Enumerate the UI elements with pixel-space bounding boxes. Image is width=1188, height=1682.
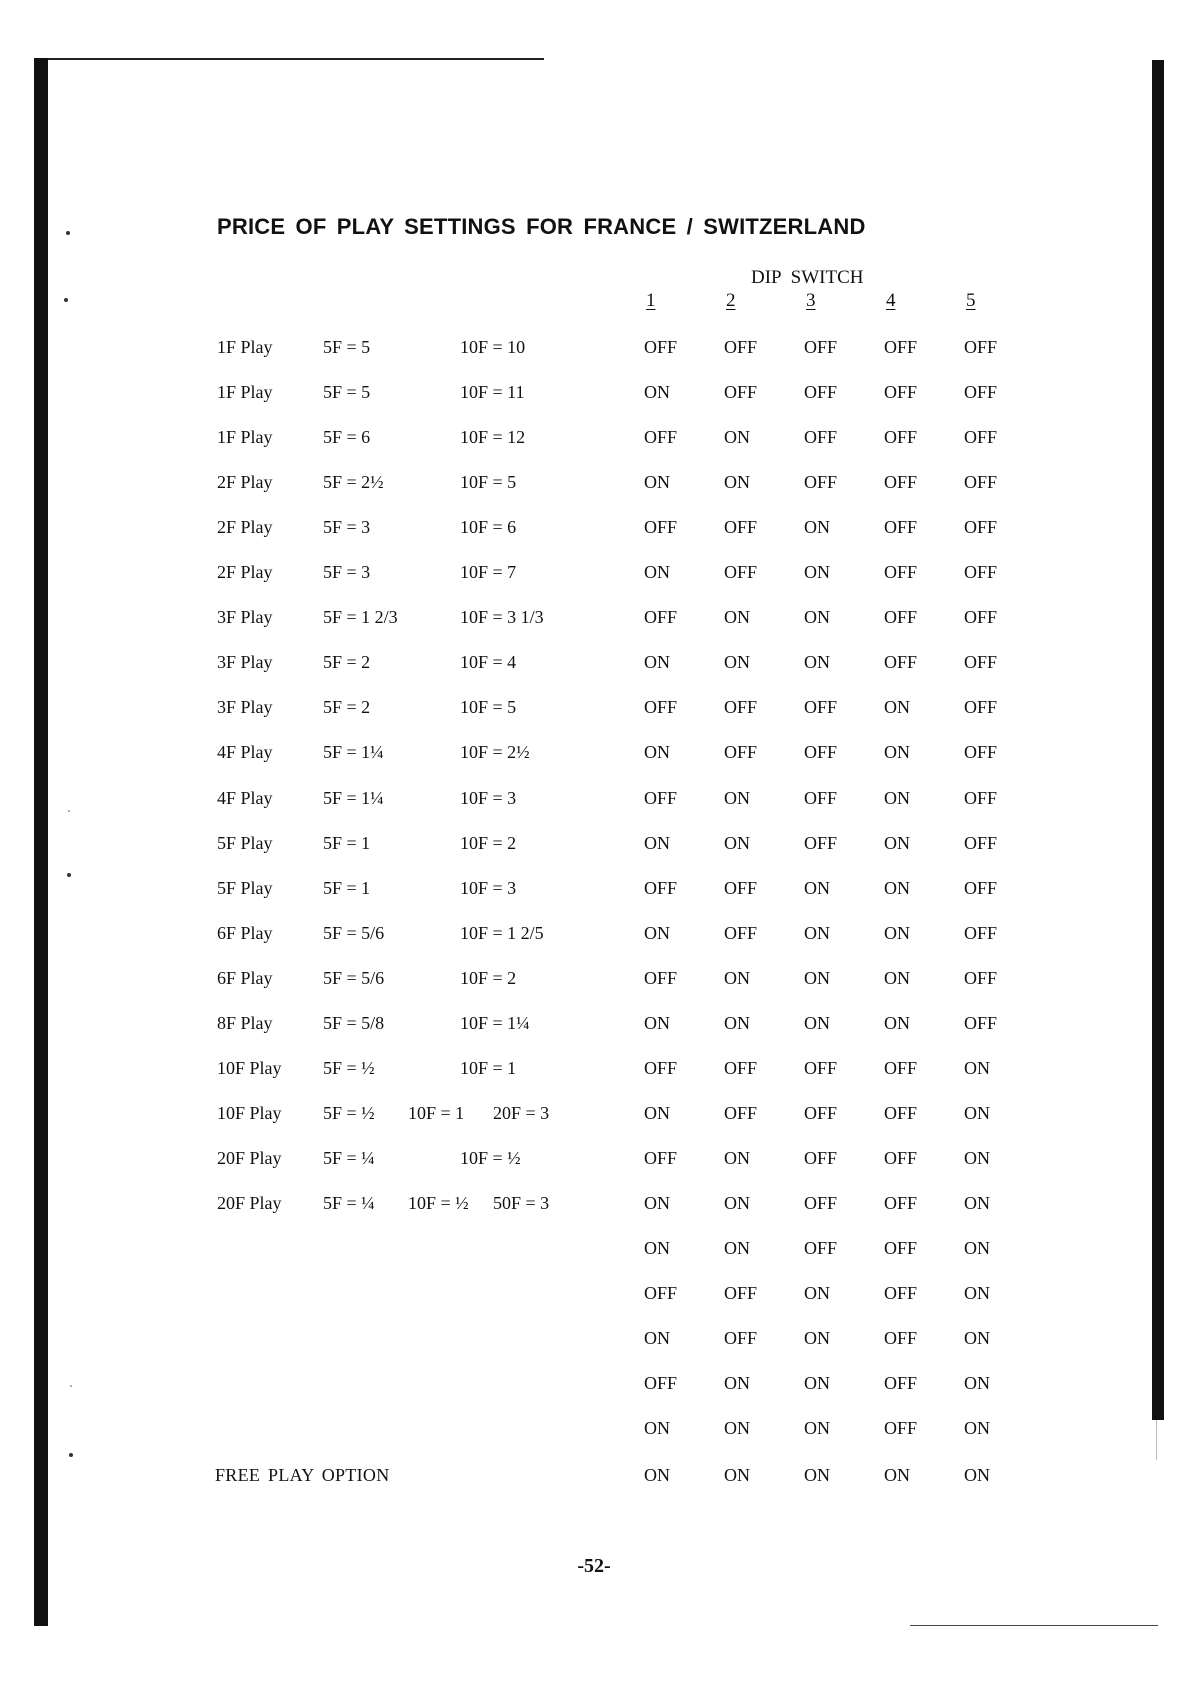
dip-switch-3-cell: OFF [804,1058,838,1078]
dip-switch-1-cell: ON [644,652,670,672]
free-play-dip-1-cell: ON [644,1465,670,1485]
table-row [0,1013,1188,1043]
coin-10f-cell: 10F = 2½ [460,742,530,762]
coin-10f-cell: 10F = 1 [460,1058,517,1078]
dip-switch-5-cell: ON [964,1193,990,1213]
dip-switch-2-cell: ON [724,427,750,447]
dip-switch-5-cell: OFF [964,652,998,672]
switch-number-3: 3 [806,290,816,311]
dip-switch-1-cell: ON [644,833,670,853]
dip-switch-5-cell: OFF [964,923,998,943]
dip-switch-4-cell: OFF [884,382,918,402]
coin-5f-cell: 5F = 5 [323,337,371,357]
coin-5f-cell: 5F = 5/6 [323,923,385,943]
table-row [0,697,1188,727]
dip-switch-1-cell: ON [644,1328,670,1348]
dip-switch-2-cell: ON [724,472,750,492]
free-play-dip-3-cell: ON [804,1465,830,1485]
coin-5f-cell: 5F = 1 [323,833,371,853]
table-row [0,607,1188,637]
play-price-cell: 6F Play [217,923,273,943]
dip-switch-5-cell: OFF [964,788,998,808]
dip-switch-1-cell: OFF [644,878,678,898]
dip-switch-1-cell: OFF [644,607,678,627]
dip-switch-2-cell: ON [724,1148,750,1168]
dip-switch-3-cell: ON [804,562,830,582]
binding-hole [67,873,71,877]
table-row [0,923,1188,953]
table-row [0,1373,1188,1403]
table-row [0,1193,1188,1223]
play-price-cell: 3F Play [217,697,273,717]
top-rule [36,58,544,60]
play-price-cell: 8F Play [217,1013,273,1033]
coin-10f-cell: 10F = 2 [460,833,517,853]
dip-switch-4-cell: OFF [884,562,918,582]
dip-switch-4-cell: OFF [884,1283,918,1303]
coin-10f-cell: 10F = 6 [460,517,517,537]
coin-5f-cell: 5F = 5/8 [323,1013,385,1033]
table-row [0,652,1188,682]
dip-switch-2-cell: ON [724,1238,750,1258]
dip-switch-5-cell: ON [964,1103,990,1123]
dip-switch-3-cell: OFF [804,833,838,853]
coin-10f-cell: 10F = 5 [460,697,517,717]
play-price-cell: 2F Play [217,562,273,582]
dip-switch-2-cell: OFF [724,878,758,898]
dip-switch-3-cell: ON [804,878,830,898]
dip-switch-4-cell: OFF [884,1103,918,1123]
dip-switch-1-cell: OFF [644,1148,678,1168]
dip-switch-5-cell: OFF [964,562,998,582]
play-price-cell: 10F Play [217,1058,282,1078]
dip-switch-1-cell: ON [644,1418,670,1438]
free-play-row [0,1465,1188,1495]
coin-10f-cell: 10F = 1 2/5 [460,923,544,943]
coin-5f-cell: 5F = ½ [323,1058,375,1078]
dip-switch-3-cell: OFF [804,427,838,447]
coin-10f-cell: 10F = 3 1/3 [460,607,544,627]
dip-switch-3-cell: ON [804,652,830,672]
dip-switch-3-cell: OFF [804,1103,838,1123]
dip-switch-3-cell: OFF [804,1193,838,1213]
table-row [0,788,1188,818]
dip-switch-4-cell: OFF [884,1373,918,1393]
coin-10f-cell: 10F = 12 [460,427,526,447]
switch-number-1: 1 [646,290,656,311]
dip-switch-5-cell: ON [964,1328,990,1348]
dip-switch-5-cell: OFF [964,607,998,627]
play-price-cell: 6F Play [217,968,273,988]
table-row [0,1418,1188,1448]
dip-switch-2-cell: OFF [724,1328,758,1348]
coin-5f-cell: 5F = 6 [323,427,371,447]
play-price-cell: 2F Play [217,517,273,537]
binding-hole [64,298,68,302]
coin-10f-cell: 10F = 1¼ [460,1013,530,1033]
dip-switch-2-cell: ON [724,607,750,627]
dip-switch-3-cell: OFF [804,382,838,402]
play-price-cell: 4F Play [217,788,273,808]
table-row [0,878,1188,908]
dip-switch-1-cell: ON [644,1103,670,1123]
table-row [0,742,1188,772]
dip-switch-2-cell: OFF [724,1058,758,1078]
dip-switch-5-cell: OFF [964,427,998,447]
free-play-dip-4-cell: ON [884,1465,910,1485]
dip-switch-5-cell: ON [964,1373,990,1393]
dip-switch-3-cell: ON [804,968,830,988]
dip-switch-2-cell: ON [724,1373,750,1393]
play-price-cell: 3F Play [217,607,273,627]
dip-switch-2-cell: OFF [724,923,758,943]
dip-switch-2-cell: OFF [724,1103,758,1123]
dip-switch-5-cell: ON [964,1238,990,1258]
page-title: PRICE OF PLAY SETTINGS FOR FRANCE / SWITZERLAND [217,214,866,239]
dip-switch-2-cell: ON [724,1013,750,1033]
table-row [0,472,1188,502]
table-row [0,337,1188,367]
coin-5f-cell: 5F = 3 [323,562,371,582]
dip-switch-3-cell: ON [804,1013,830,1033]
coin-5f-cell: 5F = ¼ [323,1148,375,1168]
table-row [0,517,1188,547]
table-row [0,968,1188,998]
dip-switch-5-cell: OFF [964,1013,998,1033]
dip-switch-1-cell: ON [644,742,670,762]
dip-switch-2-cell: ON [724,652,750,672]
free-play-dip-5-cell: ON [964,1465,990,1485]
table-row [0,1103,1188,1133]
dip-switch-3-cell: ON [804,1373,830,1393]
dip-switch-5-cell: OFF [964,968,998,988]
coin-5f-cell: 5F = 1 2/3 [323,607,398,627]
dip-switch-4-cell: OFF [884,472,918,492]
table-row [0,427,1188,457]
dip-switch-5-cell: OFF [964,517,998,537]
dip-switch-5-cell: OFF [964,697,998,717]
dip-switch-1-cell: OFF [644,337,678,357]
dip-switch-4-cell: OFF [884,1193,918,1213]
dip-switch-1-cell: OFF [644,1373,678,1393]
play-price-cell: 20F Play [217,1148,282,1168]
dip-switch-1-cell: ON [644,1193,670,1213]
dip-switch-4-cell: ON [884,833,910,853]
coin-10f-cell: 10F = 7 [460,562,517,582]
dip-switch-3-cell: ON [804,923,830,943]
dip-switch-1-cell: ON [644,472,670,492]
dip-switch-1-cell: OFF [644,697,678,717]
dip-switch-4-cell: OFF [884,607,918,627]
dip-switch-4-cell: OFF [884,1418,918,1438]
coin-5f-cell: 5F = 2½ [323,472,384,492]
dip-switch-4-cell: OFF [884,652,918,672]
play-price-cell: 3F Play [217,652,273,672]
dip-switch-2-cell: OFF [724,742,758,762]
table-row [0,1148,1188,1178]
coin-5f-cell: 5F = 2 [323,697,371,717]
dip-switch-2-cell: ON [724,968,750,988]
dip-switch-1-cell: ON [644,923,670,943]
play-price-cell: 10F Play [217,1103,282,1123]
dip-switch-2-cell: OFF [724,337,758,357]
coin-extra-cell: 50F = 3 [493,1193,550,1213]
coin-5f-cell: 5F = ½ [323,1103,375,1123]
coin-10f-cell: 10F = 10 [460,337,526,357]
coin-10f-cell: 10F = ½ [460,1148,521,1168]
dip-switch-4-cell: ON [884,742,910,762]
dip-switch-5-cell: OFF [964,472,998,492]
dip-switch-4-cell: ON [884,697,910,717]
page-number: -52- [577,1555,611,1577]
coin-10f-cell: 10F = 11 [460,382,525,402]
dip-switch-2-cell: OFF [724,382,758,402]
dip-switch-1-cell: OFF [644,788,678,808]
dip-switch-1-cell: OFF [644,1058,678,1078]
coin-10f-cell: 10F = 4 [460,652,517,672]
dip-switch-2-cell: ON [724,1418,750,1438]
dip-switch-2-cell: ON [724,833,750,853]
coin-5f-cell: 5F = 2 [323,652,371,672]
dip-switch-1-cell: ON [644,1013,670,1033]
table-row [0,1058,1188,1088]
dip-switch-4-cell: OFF [884,517,918,537]
dip-switch-5-cell: ON [964,1283,990,1303]
coin-10f-cell: 10F = 2 [460,968,517,988]
dip-switch-5-cell: OFF [964,742,998,762]
dip-switch-header: DIP SWITCH [751,267,864,288]
coin-10f-cell: 10F = 3 [460,878,517,898]
table-row [0,1328,1188,1358]
dip-switch-4-cell: OFF [884,1328,918,1348]
free-play-dip-2-cell: ON [724,1465,750,1485]
table-row [0,1238,1188,1268]
dip-switch-5-cell: ON [964,1418,990,1438]
dip-switch-3-cell: OFF [804,788,838,808]
table-row [0,833,1188,863]
coin-5f-cell: 5F = 3 [323,517,371,537]
dip-switch-1-cell: OFF [644,1283,678,1303]
coin-5f-cell: 5F = 5/6 [323,968,385,988]
play-price-cell: 20F Play [217,1193,282,1213]
dip-switch-4-cell: OFF [884,1238,918,1258]
dip-switch-4-cell: ON [884,1013,910,1033]
dip-switch-3-cell: ON [804,1328,830,1348]
dip-switch-1-cell: ON [644,1238,670,1258]
bottom-rule [910,1625,1158,1626]
dip-switch-1-cell: ON [644,562,670,582]
dip-switch-4-cell: ON [884,878,910,898]
dip-switch-4-cell: OFF [884,337,918,357]
table-row [0,1283,1188,1313]
dip-switch-3-cell: OFF [804,337,838,357]
coin-5f-cell: 5F = 1¼ [323,742,384,762]
dip-switch-4-cell: ON [884,788,910,808]
play-price-cell: 2F Play [217,472,273,492]
dip-switch-3-cell: OFF [804,472,838,492]
play-price-cell: 5F Play [217,833,273,853]
table-row [0,562,1188,592]
coin-10f-cell: 10F = 3 [460,788,517,808]
coin-10f-cell: 10F = 5 [460,472,517,492]
dip-switch-1-cell: OFF [644,517,678,537]
coin-5f-cell: 5F = 1 [323,878,371,898]
dip-switch-2-cell: OFF [724,562,758,582]
table-row [0,382,1188,412]
dip-switch-3-cell: ON [804,607,830,627]
coin-5f-cell: 5F = ¼ [323,1193,375,1213]
play-price-cell: 1F Play [217,382,273,402]
binding-hole [66,231,70,235]
dip-switch-5-cell: OFF [964,337,998,357]
dip-switch-4-cell: OFF [884,1058,918,1078]
coin-extra-cell: 20F = 3 [493,1103,550,1123]
coin-10f-cell: 10F = 1 [408,1103,465,1123]
dip-switch-3-cell: ON [804,517,830,537]
dip-switch-5-cell: ON [964,1058,990,1078]
binding-hole [69,1453,73,1457]
dip-switch-3-cell: OFF [804,742,838,762]
coin-5f-cell: 5F = 5 [323,382,371,402]
dip-switch-2-cell: OFF [724,517,758,537]
dip-switch-3-cell: OFF [804,1148,838,1168]
coin-5f-cell: 5F = 1¼ [323,788,384,808]
switch-number-5: 5 [966,290,976,311]
dip-switch-5-cell: OFF [964,833,998,853]
dip-switch-2-cell: OFF [724,1283,758,1303]
dip-switch-4-cell: ON [884,923,910,943]
dip-switch-2-cell: ON [724,1193,750,1213]
dip-switch-1-cell: OFF [644,968,678,988]
play-price-cell: 1F Play [217,427,273,447]
dip-switch-2-cell: ON [724,788,750,808]
play-price-cell: 1F Play [217,337,273,357]
dip-switch-5-cell: ON [964,1148,990,1168]
dip-switch-3-cell: ON [804,1418,830,1438]
dip-switch-3-cell: OFF [804,1238,838,1258]
dip-switch-4-cell: ON [884,968,910,988]
coin-10f-cell: 10F = ½ [408,1193,469,1213]
dip-switch-5-cell: OFF [964,382,998,402]
play-price-cell: 5F Play [217,878,273,898]
dip-switch-1-cell: ON [644,382,670,402]
play-price-cell: 4F Play [217,742,273,762]
dip-switch-4-cell: OFF [884,1148,918,1168]
dip-switch-1-cell: OFF [644,427,678,447]
switch-number-2: 2 [726,290,736,311]
dip-switch-3-cell: OFF [804,697,838,717]
switch-number-4: 4 [886,290,896,311]
dip-switch-4-cell: OFF [884,427,918,447]
dip-switch-2-cell: OFF [724,697,758,717]
dip-switch-5-cell: OFF [964,878,998,898]
dip-switch-3-cell: ON [804,1283,830,1303]
free-play-label: FREE PLAY OPTION [215,1465,390,1485]
